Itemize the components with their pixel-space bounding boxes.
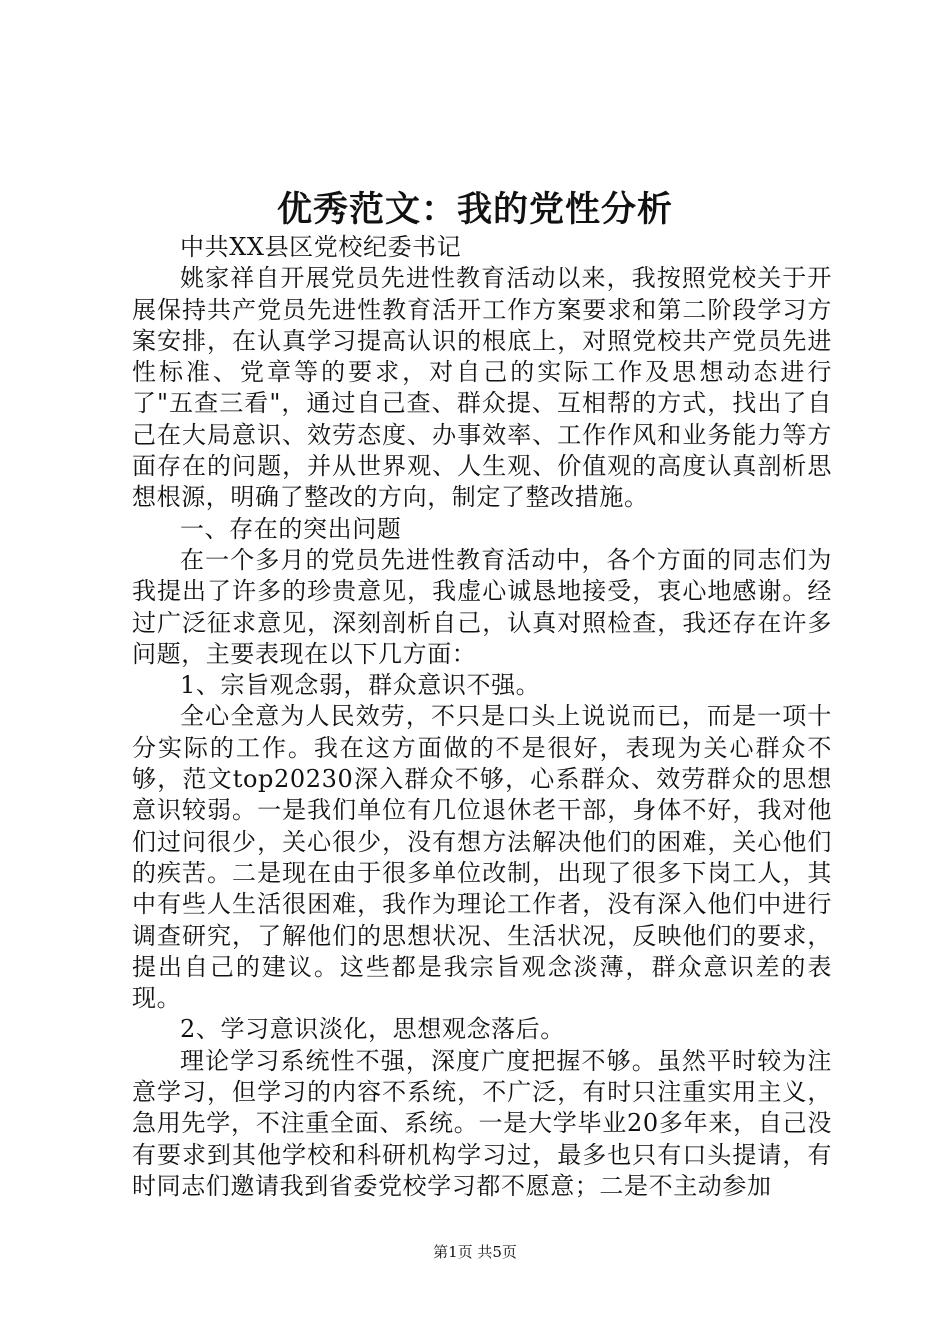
document-title: 优秀范文：我的党性分析 xyxy=(276,190,673,230)
subsection-heading: 2、学习意识淡化，思想观念落后。 xyxy=(180,1015,565,1044)
section-heading: 一、存在的突出问题 xyxy=(180,514,402,543)
document-body xyxy=(132,232,832,1202)
paragraph: 理论学习系统性不强，深度广度把握不够。虽然平时较为注意学习，但学习的内容不系统，不广泛，有时只注重实用主义，急用先学，不注重全面、系统。一是大学毕业20多年来，自己没有要求到其他学校和科研机构学习过，最多也只有口头提请，有时同志们邀请我到省委党校学习都不愿意；二是不主动参加 xyxy=(132,1046,832,1200)
paragraph: 姚家祥自开展党员先进性教育活动以来，我按照党校关于开展保持共产党员先进性教育活开工作方案要求和第二阶段学习方案安排，在认真学习提高认识的根底上，对照党校共产党员先进性标准、党章等的要求，对自己的实际工作及思想动态进行了"五查三看"，通过自己查、群众提、互相帮的方式，找出了自己在大局意识、效劳态度、办事效率、工作作风和业务能力等方面存在的问题，并从世界观、人生观、价值观的高度认真剖析思想根源，明确了整改的方向，制定了整改措施。 xyxy=(132,264,832,512)
paragraph: 全心全意为人民效劳，不只是口头上说说而已，而是一项十分实际的工作。我在这方面做的不是很好，表现为关心群众不够，范文top20230深入群众不够，心系群众、效劳群众的思想意识较弱。一是我们单位有几位退休老干部，身体不好，我对他们过问很少，关心很少，没有想方法解决他们的困难，关心他们的疾苦。二是现在由于很多单位改制，出现了很多下岗工人，其中有些人生活很困难，我作为理论工作者，没有深入他们中进行调查研究，了解他们的思想状况、生活状况，反映他们的要求，提出自己的建议。这些都是我宗旨观念淡薄，群众意识差的表现。 xyxy=(132,702,832,1013)
page-number-footer: 第1页 共5页 xyxy=(433,1243,517,1261)
subsection-heading: 1、宗旨观念弱，群众意识不强。 xyxy=(180,671,541,700)
author-line: 中共XX县区党校纪委书记 xyxy=(180,233,462,261)
paragraph: 在一个多月的党员先进性教育活动中，各个方面的同志们为我提出了许多的珍贵意见，我虚心诚恳地接受，衷心地感谢。经过广泛征求意见，深刻剖析自己，认真对照检查，我还存在许多问题，主要表现在以下几方面： xyxy=(132,545,832,668)
